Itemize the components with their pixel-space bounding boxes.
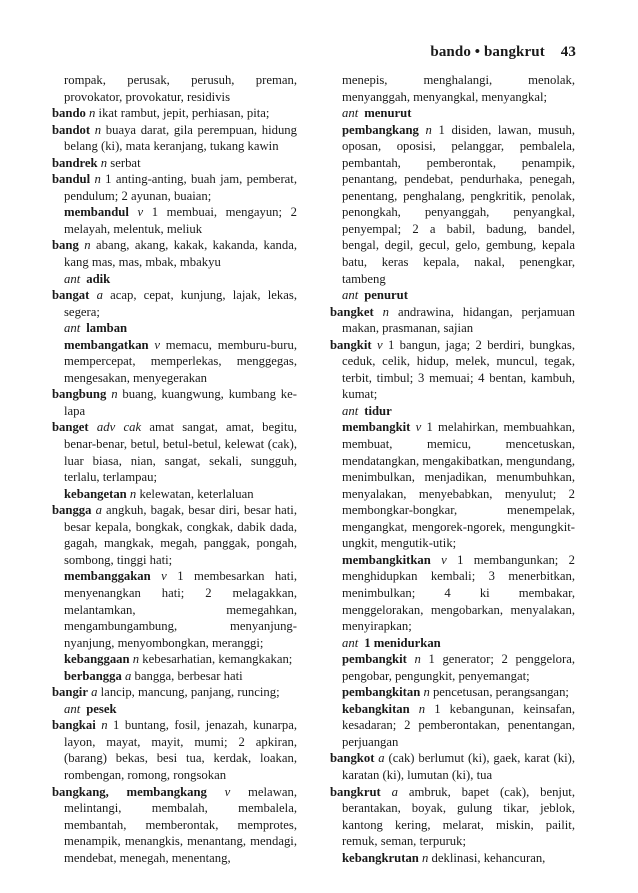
definition: 1 buntang, fosil, jenazah, kunarpa, layon, mayat, mayit, mumi; 2 apkiran, (barang) bekas, besi tua, kerdak, loakan, rombengan, romong, rongsokan — [64, 718, 298, 782]
definition: 1 anting-anting, buah jam, pemberat, pendulum; 2 ayunan, buaian; — [64, 172, 297, 203]
definition: 1 membesarkan hati, menyenangkan hati; 2 melagakkan, melantamkan, memegahkan, mengambungambung, menyanjung-nyanjung, menyombongkan, meranggi; — [64, 569, 298, 650]
dictionary-entry — [330, 552, 575, 635]
part-of-speech: n — [101, 718, 108, 733]
headword: membangkit — [342, 420, 411, 435]
headword: bandrek — [52, 155, 98, 170]
antonym-word: pesek — [86, 701, 117, 716]
antonym-word: lamban — [86, 321, 128, 336]
definition: kelewatan, keterlaluan — [139, 486, 254, 501]
dictionary-entry — [52, 684, 297, 701]
headword: membanggakan — [64, 569, 151, 584]
part-of-speech: n — [129, 486, 137, 501]
headword: banget — [52, 420, 89, 435]
definition: memacu, memburu-buru, mempercepat, memperlekas, menggegas, mengesakan, menyegerakan — [64, 337, 297, 385]
definition: kebesarhatian, kemangkakan; — [142, 652, 293, 667]
part-of-speech: n — [423, 685, 430, 700]
definition: pencetusan, perangsangan; — [432, 685, 569, 700]
part-of-speech: n — [100, 155, 108, 170]
antonym-word: 1 menidurkan — [364, 635, 441, 650]
part-of-speech: n — [84, 238, 91, 253]
right-column — [330, 72, 575, 866]
headword: bangkang, membangkang — [52, 784, 207, 799]
part-of-speech: n — [382, 304, 389, 319]
dictionary-entry — [52, 386, 297, 419]
headword: kebangetan — [64, 486, 127, 501]
dictionary-entry — [52, 701, 297, 718]
part-of-speech: v — [154, 337, 161, 352]
definition: 1 bangun, jaga; 2 berdiri, bungkas, ceduk, celik, hidup, melek, muncul, tegak, terbit, timbul; 3 memuai; 4 bentan, kambuh, kumat; — [342, 337, 576, 402]
definition: deklinasi, kehancuran, — [431, 850, 546, 865]
headword: bangat — [52, 288, 90, 303]
dictionary-entry — [330, 304, 575, 337]
antonym-marker: ant — [342, 106, 359, 121]
page-header — [430, 44, 576, 61]
dictionary-entry — [52, 419, 297, 485]
headword: bangkrut — [330, 784, 381, 799]
part-of-speech: a — [91, 685, 98, 700]
dictionary-entry — [330, 651, 575, 684]
headword: membangkitkan — [342, 552, 431, 567]
dictionary-entry — [52, 502, 297, 568]
antonym-word: penurut — [364, 288, 408, 303]
definition: 1 melahirkan, membuahkan, membuat, memicu, mencetuskan, mendatangkan, mengakibatkan, mengundang, menimbulkan, menjadikan, menumbuhkan, menyalakan, menyebabkan, menyulut; 2 membongkar-bongkar, menempelak, mengangkat, mengorek-ngorek, mengungkit-ungkit, mengutik-utik; — [342, 420, 575, 551]
headword: kebangkrutan — [342, 850, 419, 865]
guide-words: bando • bangkrut — [430, 44, 545, 60]
dictionary-entry — [52, 122, 297, 155]
definition: buang, kuangwung, kumbang ke-lapa — [64, 387, 297, 418]
headword: kebangkitan — [342, 701, 410, 716]
headword: pembangkit — [342, 652, 407, 667]
dictionary-entry — [52, 486, 297, 503]
definition: ikat rambut, jepit, perhiasan, pita; — [98, 106, 270, 121]
antonym-word: menurut — [364, 106, 412, 121]
headword: bangket — [330, 304, 374, 319]
part-of-speech: n — [418, 701, 426, 716]
part-of-speech: a — [96, 288, 103, 303]
dictionary-entry — [52, 171, 297, 204]
headword: bangbung — [52, 387, 107, 402]
definition: buaya darat, gila perempuan, hidung belang (ki), mata keranjang, tukang kawin — [64, 122, 297, 154]
part-of-speech: v — [376, 337, 383, 352]
antonym-word: adik — [86, 271, 111, 286]
part-of-speech: n — [94, 172, 101, 187]
headword: bangga — [52, 503, 92, 518]
part-of-speech: a — [391, 784, 398, 799]
dictionary-entry — [52, 651, 297, 668]
dictionary-entry — [52, 204, 297, 237]
part-of-speech: n — [94, 122, 102, 137]
dictionary-entry — [330, 337, 575, 403]
dictionary-entry — [52, 237, 297, 270]
dictionary-entry — [52, 717, 297, 783]
part-of-speech: v — [137, 205, 144, 220]
definition: melawan, melintangi, membalah, membalela, membantah, memberontak, memprotes, menampik, menangkis, menantang, mendagi, mendebat, menegah, menentang, — [64, 784, 297, 865]
page-number: 43 — [560, 44, 576, 60]
antonym-word: tidur — [364, 403, 392, 418]
headword: pembangkitan — [342, 685, 421, 700]
headword: berbangga — [64, 668, 122, 683]
antonym-marker: ant — [64, 271, 81, 286]
dictionary-entry — [330, 750, 575, 783]
antonym-marker: ant — [342, 403, 359, 418]
dictionary-entry — [52, 271, 297, 288]
antonym-marker: ant — [342, 288, 359, 303]
part-of-speech: v — [415, 420, 422, 435]
definition: bangga, berbesar hati — [134, 668, 243, 683]
dictionary-entry — [52, 72, 297, 105]
headword: kebanggaan — [64, 652, 130, 667]
part-of-speech: n — [89, 106, 96, 121]
dictionary-entry — [52, 668, 297, 685]
definition: andrawina, hidangan, perjamuan makan, prasmanan, sajian — [342, 304, 576, 336]
headword: membandul — [64, 205, 129, 220]
dictionary-entry — [330, 635, 575, 652]
part-of-speech: v — [441, 552, 447, 567]
part-of-speech: v — [161, 569, 167, 584]
part-of-speech: n — [414, 652, 421, 667]
dictionary-entry — [330, 122, 575, 287]
dictionary-entry — [52, 105, 297, 122]
definition: menepis, menghalangi, menolak, menyanggah, menyangkal, menyangkal; — [342, 73, 575, 104]
dictionary-entry — [52, 320, 297, 337]
part-of-speech: n — [132, 652, 140, 667]
headword: bandul — [52, 172, 91, 187]
headword: bangkot — [330, 751, 375, 766]
headword: membangatkan — [64, 337, 149, 352]
headword: bangkit — [330, 337, 372, 352]
dictionary-entry — [330, 419, 575, 551]
dictionary-entry — [330, 72, 575, 105]
headword: bangkai — [52, 718, 96, 733]
definition: rompak, perusak, perusuh, preman, provokator, provokatur, residivis — [64, 73, 297, 104]
antonym-marker: ant — [64, 321, 81, 336]
headword: bang — [52, 238, 79, 253]
definition: amat sangat, amat, begitu, benar-benar, betul, betul-betul, kelewat (cak), luar biasa, nian, sangat, sekali, sungguh, terlalu, terlampau; — [64, 420, 298, 485]
part-of-speech: v — [224, 784, 231, 799]
definition: 1 disiden, lawan, musuh, oposan, oposisi, pelanggar, pembalela, pembantah, pemberontak, penampik, penantang, pendebat, pendurhaka, penegah, penentang, penghalang, pengkritik, penolak, penongkah, penyanggah, penyangkal, penyempal; 2 a babil, badung, bandel, bengal, degil, gecul, gelo, gembung, kepala batu, keras kepala, nakal, penengkar, tambeng — [342, 122, 576, 286]
definition: lancip, mancung, panjang, runcing; — [100, 685, 280, 700]
definition: serbat — [110, 155, 141, 170]
dictionary-entry — [52, 155, 297, 172]
dictionary-entry — [52, 784, 297, 867]
left-column — [52, 72, 297, 866]
dictionary-entry — [330, 701, 575, 751]
dictionary-entry — [330, 684, 575, 701]
dictionary-entry — [330, 850, 575, 867]
definition: 1 kebangunan, keinsafan, kesadaran; 2 pemberontakan, penentangan, perjuangan — [342, 701, 576, 749]
part-of-speech: n — [425, 122, 432, 137]
definition: acap, cepat, kunjung, lajak, lekas, segera; — [64, 288, 297, 319]
dictionary-entry — [330, 105, 575, 122]
headword: bangir — [52, 685, 88, 700]
definition: 1 membangunkan; 2 menghidupkan kembali; 3 menerbitkan, menimbulkan; 4 ki membakar, menggelorakan, mengobarkan, menyalakan, menyirapkan; — [342, 552, 575, 634]
headword: pembangkang — [342, 122, 419, 137]
antonym-marker: ant — [342, 635, 359, 650]
dictionary-entry — [330, 403, 575, 420]
part-of-speech: n — [422, 850, 429, 865]
part-of-speech: a — [95, 503, 102, 518]
definition: (cak) berlumut (ki), gaek, karat (ki), karatan (ki), lumutan (ki), tua — [342, 751, 575, 782]
headword: bandot — [52, 122, 91, 137]
antonym-marker: ant — [64, 701, 81, 716]
part-of-speech: a — [124, 668, 132, 683]
definition: ambruk, bapet (cak), benjut, berantakan, boyak, gulung tikar, jeblok, kantong kering, melarat, miskin, pailit, remuk, seman, terpuruk; — [342, 784, 575, 849]
definition: angkuh, bagak, besar diri, besar hati, besar kepala, bongkak, congkak, dabik dada, gagah, mangkak, megah, panggak, pongah, sombong, tinggi hati; — [64, 503, 298, 567]
part-of-speech: a — [378, 751, 385, 766]
dictionary-entry — [330, 784, 575, 850]
headword: bando — [52, 106, 86, 121]
definition: abang, akang, kakak, kakanda, kanda, kang mas, mas, mbak, mbakyu — [64, 238, 297, 270]
dictionary-entry — [52, 287, 297, 320]
definition: 1 membuai, mengayun; 2 melayah, melentuk, meliuk — [64, 205, 298, 236]
part-of-speech: adv cak — [96, 420, 142, 435]
part-of-speech: n — [111, 387, 118, 402]
dictionary-entry — [52, 568, 297, 651]
dictionary-entry — [330, 287, 575, 304]
definition: 1 generator; 2 penggelora, pengobar, pengungkit, penyemangat; — [342, 652, 575, 683]
dictionary-entry — [52, 337, 297, 387]
